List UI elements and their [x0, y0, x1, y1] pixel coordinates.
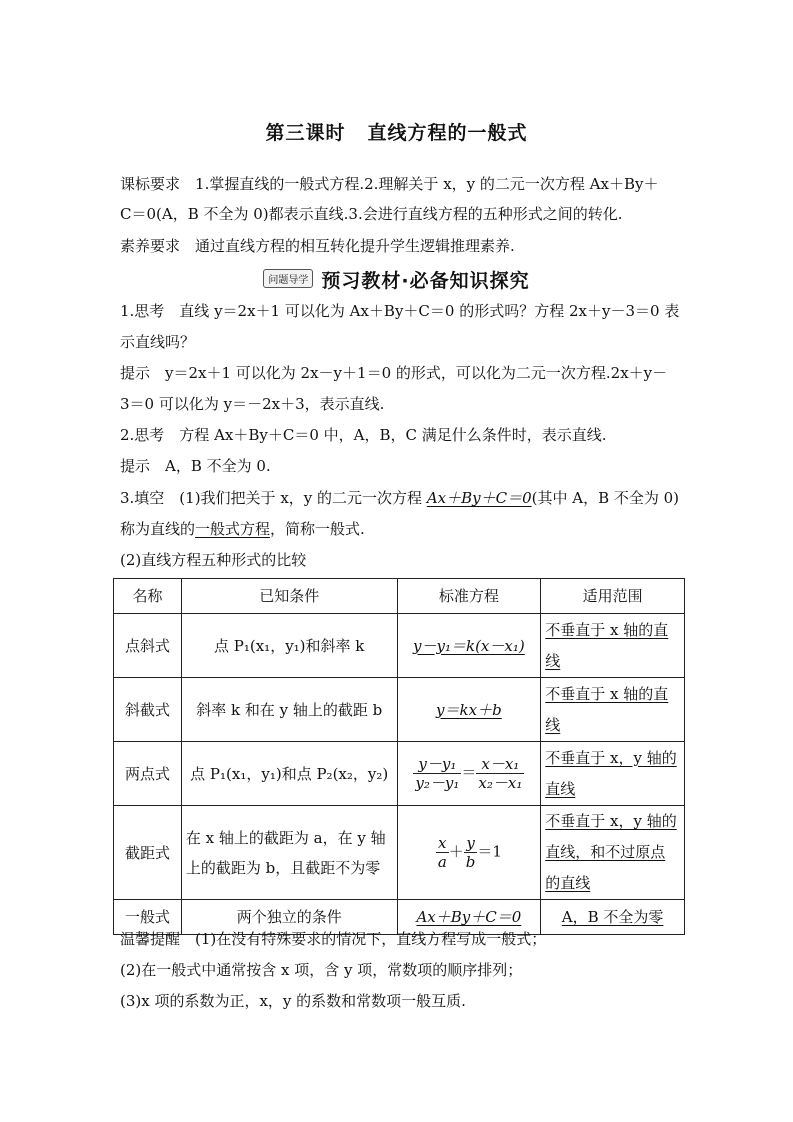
hint-2: 提示 A，B 不全为 0. [120, 457, 271, 475]
section-badge: 问题导学 [263, 269, 313, 288]
requirement-line-2: C＝0(A，B 不全为 0)都表示直线.3.会进行直线方程的五种形式之间的转化. [120, 205, 623, 223]
row-condition-2: 上的截距为 b，且截距不为零 [185, 858, 381, 877]
header-range: 适用范围 [541, 579, 685, 614]
literacy-label: 素养要求 [120, 237, 181, 255]
row-condition: 点 P₁(x₁，y₁)和点 P₂(x₂，y₂) [181, 742, 397, 806]
literacy-line [120, 236, 515, 256]
tips-label: 温馨提醒 [120, 930, 181, 948]
question-1-line-2: 示直线吗？ [120, 333, 196, 351]
fill-line2-prefix: 称为直线的 [120, 520, 196, 538]
frac-denominator: x₂－x₁ [478, 774, 523, 792]
lesson-topic: 直线方程的一般式 [367, 122, 528, 144]
compare-title: (2)直线方程五种形式的比较 [120, 551, 307, 569]
table-row [114, 614, 685, 678]
tips-text-1: (1)在没有特殊要求的情况下，直线方程写成一般式； [195, 930, 547, 948]
table-row [114, 678, 685, 742]
row-range-2: 线 [545, 715, 561, 734]
row-equation [397, 806, 541, 900]
equation-tail: ＝1 [477, 842, 502, 861]
row-name: 两点式 [114, 742, 182, 806]
literacy-text: 通过直线方程的相互转化提升学生逻辑推理素养. [195, 237, 515, 255]
row-name: 一般式 [114, 900, 182, 935]
row-condition-1: 在 x 轴上的截距为 a，在 y 轴 [185, 828, 386, 847]
hint-1-line-1: 提示 y＝2x＋1 可以化为 2x－y＋1＝0 的形式，可以化为二元一次方程.2x＋y－ [120, 364, 668, 382]
row-name: 斜截式 [114, 678, 182, 742]
fill-mid: (其中 A，B 不全为 0) [531, 489, 680, 507]
question-1-line-1: 1.思考 直线 y＝2x＋1 可以化为 Ax＋By＋C＝0 的形式吗？方程 2x＋y－3＝0 表 [120, 302, 680, 320]
row-condition: 两个独立的条件 [181, 900, 397, 935]
frac-numerator: y－y₁ [413, 755, 461, 774]
requirement-text-1: 1.掌握直线的一般式方程.2.理解关于 x，y 的二元一次方程 Ax＋By＋ [195, 175, 659, 193]
plus-sign: ＋ [448, 842, 464, 861]
row-condition: 点 P₁(x₁，y₁)和斜率 k [181, 614, 397, 678]
frac-denominator: a [437, 853, 447, 871]
row-range-1: 不垂直于 x，y 轴的 [545, 748, 677, 767]
lesson-number: 第三课时 [265, 122, 346, 144]
header-equation: 标准方程 [397, 579, 541, 614]
fill-line-2 [120, 519, 365, 539]
frac-denominator: y₂－y₁ [415, 774, 460, 792]
row-condition: 斜率 k 和在 y 轴上的截距 b [181, 678, 397, 742]
row-range-2: 线 [545, 651, 561, 670]
question-2: 2.思考 方程 Ax＋By＋C＝0 中，A，B，C 满足什么条件时，表示直线. [120, 426, 607, 444]
header-condition: 已知条件 [181, 579, 397, 614]
fill-prefix: 3.填空 (1)我们把关于 x，y 的二元一次方程 [120, 489, 427, 507]
section-header [0, 266, 793, 293]
row-equation: y－y₁＝k(x－x₁) [413, 636, 525, 655]
row-equation [397, 742, 541, 806]
hint-1-line-2: 3＝0 可以化为 y＝－2x＋3，表示直线. [120, 395, 385, 413]
requirement-label: 课标要求 [120, 175, 181, 193]
requirement-line-1 [120, 174, 658, 194]
row-name: 截距式 [114, 806, 182, 900]
row-range-3: 的直线 [545, 874, 591, 892]
section-title: 预习教材·必备知识探究 [321, 270, 530, 292]
header-name: 名称 [114, 579, 182, 614]
frac-numerator: x－x₁ [476, 755, 524, 774]
tips-line-1 [120, 929, 546, 949]
tips-line-2: (2)在一般式中通常按含 x 项，含 y 项，常数项的顺序排列； [120, 961, 523, 979]
row-range-2: 直线，和不过原点 [545, 843, 666, 861]
row-range-1: 不垂直于 x，y 轴的 [545, 812, 677, 830]
fill-blank-1: Ax＋By＋C＝0 [426, 489, 532, 507]
table-row [114, 806, 685, 900]
comparison-table [113, 578, 685, 935]
row-range-1: 不垂直于 x 轴的直 [545, 620, 669, 639]
row-range-1: A，B 不全为零 [561, 908, 664, 926]
frac-numerator: x [436, 834, 449, 853]
table-row [114, 742, 685, 806]
fill-line-1 [120, 488, 679, 508]
table-header-row [114, 579, 685, 614]
equals-sign: ＝ [461, 763, 477, 782]
row-range-2: 直线 [545, 779, 576, 798]
fill-line2-suffix: ，简称一般式. [270, 520, 365, 538]
page-title [0, 118, 793, 145]
row-equation: y＝kx＋b [436, 700, 502, 719]
fill-blank-2: 一般式方程 [195, 520, 271, 538]
row-range-1: 不垂直于 x 轴的直 [545, 684, 669, 703]
frac-numerator: y [464, 834, 478, 853]
row-name: 点斜式 [114, 614, 182, 678]
frac-denominator: b [465, 853, 476, 871]
tips-line-3: (3)x 项的系数为正，x，y 的系数和常数项一般互质. [120, 992, 466, 1010]
row-equation: Ax＋By＋C＝0 [416, 908, 522, 926]
